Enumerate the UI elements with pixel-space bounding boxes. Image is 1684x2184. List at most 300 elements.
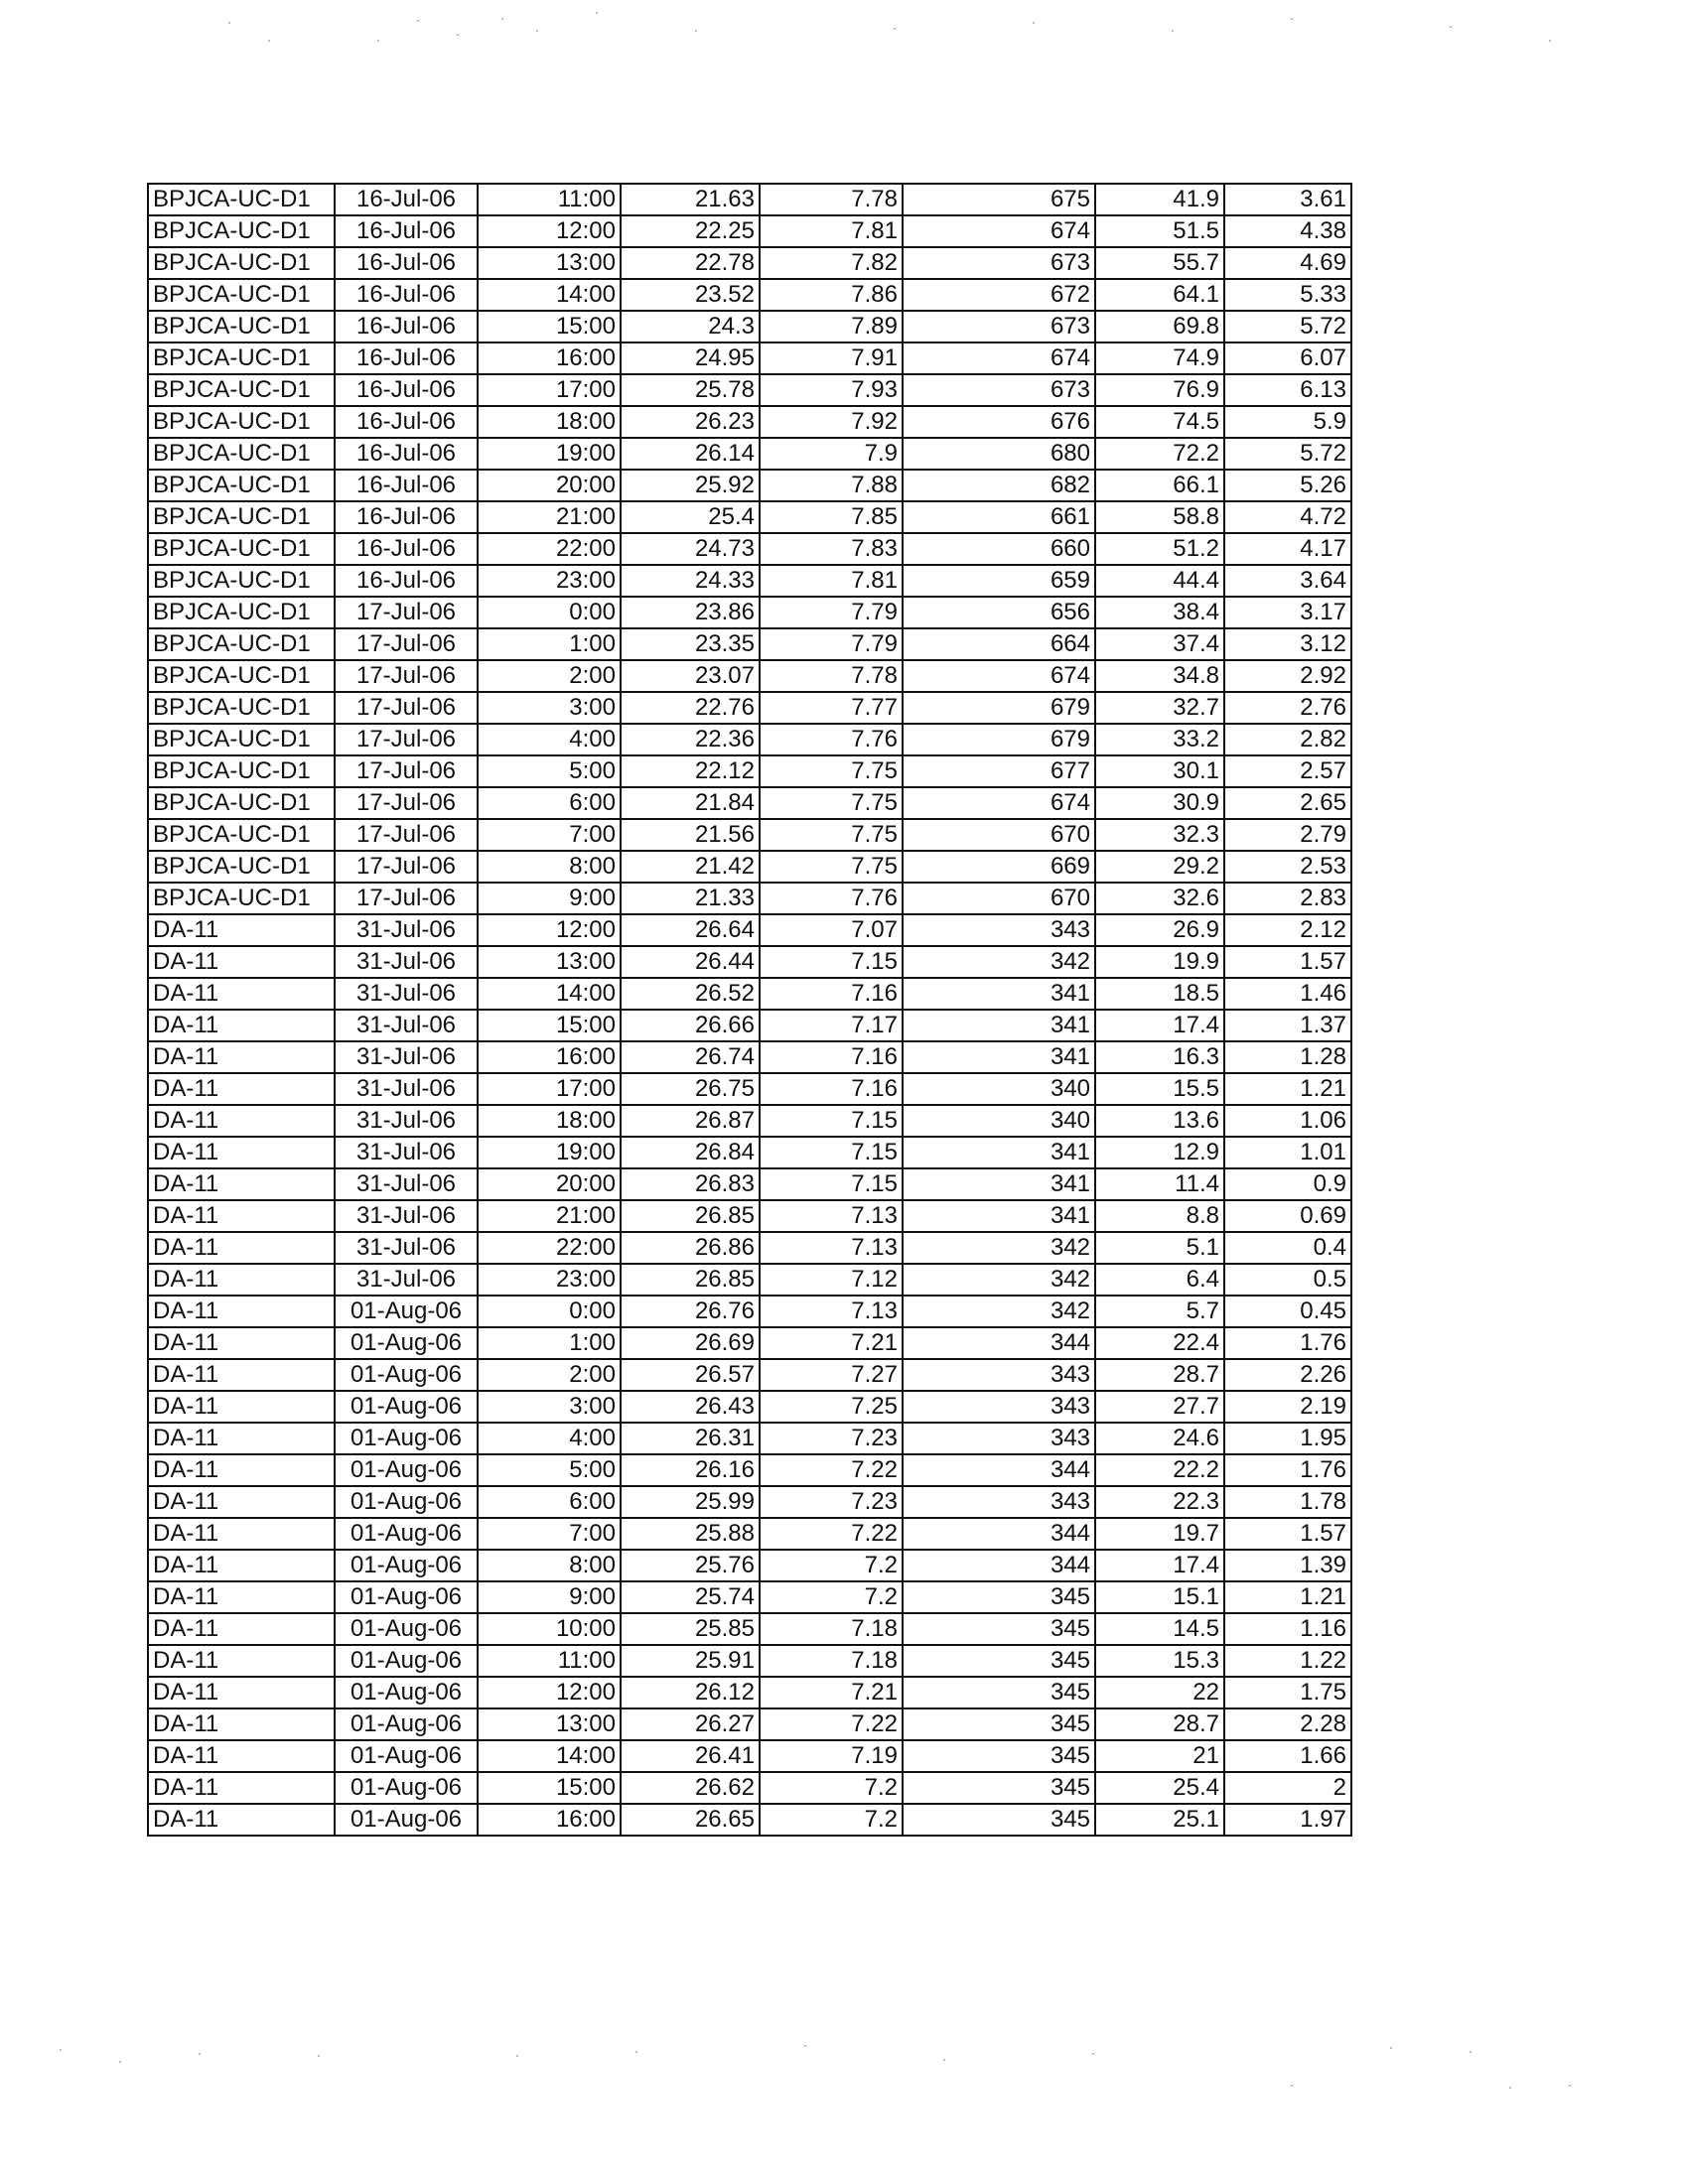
value-d-cell: 15.3: [1095, 1645, 1224, 1677]
table-row: [148, 374, 1351, 406]
table-row: [148, 755, 1351, 787]
station-cell: DA-11: [148, 1423, 335, 1454]
table-row: [148, 1740, 1351, 1772]
value-d-cell: 28.7: [1095, 1359, 1224, 1391]
time-cell: 14:00: [478, 1740, 621, 1772]
value-e-cell: 0.5: [1224, 1264, 1351, 1296]
value-a-cell: 26.16: [621, 1454, 760, 1486]
date-cell: 31-Jul-06: [335, 1073, 478, 1105]
station-cell: BPJCA-UC-D1: [148, 883, 335, 914]
value-c-cell: 660: [903, 533, 1095, 565]
station-cell: DA-11: [148, 1296, 335, 1327]
date-cell: 16-Jul-06: [335, 311, 478, 342]
value-b-cell: 7.2: [760, 1772, 903, 1804]
table-body: [148, 184, 1351, 1836]
value-e-cell: 1.46: [1224, 978, 1351, 1010]
table-row: [148, 1137, 1351, 1168]
date-cell: 16-Jul-06: [335, 184, 478, 215]
value-a-cell: 21.42: [621, 851, 760, 883]
value-e-cell: 2.79: [1224, 819, 1351, 851]
value-e-cell: 5.9: [1224, 406, 1351, 438]
value-c-cell: 669: [903, 851, 1095, 883]
value-c-cell: 341: [903, 1041, 1095, 1073]
value-d-cell: 22.2: [1095, 1454, 1224, 1486]
value-d-cell: 44.4: [1095, 565, 1224, 597]
date-cell: 01-Aug-06: [335, 1454, 478, 1486]
table-row: [148, 692, 1351, 724]
value-b-cell: 7.79: [760, 597, 903, 628]
time-cell: 4:00: [478, 1423, 621, 1454]
station-cell: DA-11: [148, 1232, 335, 1264]
value-b-cell: 7.22: [760, 1518, 903, 1550]
station-cell: BPJCA-UC-D1: [148, 438, 335, 470]
value-b-cell: 7.78: [760, 660, 903, 692]
value-a-cell: 26.23: [621, 406, 760, 438]
value-c-cell: 661: [903, 501, 1095, 533]
value-a-cell: 26.65: [621, 1804, 760, 1836]
date-cell: 16-Jul-06: [335, 279, 478, 311]
value-c-cell: 670: [903, 883, 1095, 914]
table-row: [148, 787, 1351, 819]
station-cell: BPJCA-UC-D1: [148, 215, 335, 247]
value-e-cell: 0.4: [1224, 1232, 1351, 1264]
value-b-cell: 7.9: [760, 438, 903, 470]
value-a-cell: 26.44: [621, 946, 760, 978]
value-c-cell: 342: [903, 946, 1095, 978]
value-d-cell: 32.3: [1095, 819, 1224, 851]
station-cell: DA-11: [148, 1613, 335, 1645]
value-c-cell: 659: [903, 565, 1095, 597]
value-c-cell: 673: [903, 374, 1095, 406]
value-e-cell: 0.45: [1224, 1296, 1351, 1327]
value-b-cell: 7.2: [760, 1804, 903, 1836]
value-b-cell: 7.16: [760, 1041, 903, 1073]
value-c-cell: 674: [903, 215, 1095, 247]
table-row: [148, 342, 1351, 374]
value-c-cell: 343: [903, 1423, 1095, 1454]
table-row: [148, 533, 1351, 565]
value-c-cell: 675: [903, 184, 1095, 215]
time-cell: 15:00: [478, 1010, 621, 1041]
station-cell: DA-11: [148, 1740, 335, 1772]
value-a-cell: 24.33: [621, 565, 760, 597]
table-row: [148, 1073, 1351, 1105]
value-a-cell: 25.91: [621, 1645, 760, 1677]
value-d-cell: 28.7: [1095, 1708, 1224, 1740]
value-d-cell: 6.4: [1095, 1264, 1224, 1296]
time-cell: 17:00: [478, 1073, 621, 1105]
date-cell: 31-Jul-06: [335, 978, 478, 1010]
value-a-cell: 26.41: [621, 1740, 760, 1772]
time-cell: 14:00: [478, 978, 621, 1010]
value-c-cell: 341: [903, 1137, 1095, 1168]
time-cell: 14:00: [478, 279, 621, 311]
table-row: [148, 1200, 1351, 1232]
value-e-cell: 1.01: [1224, 1137, 1351, 1168]
table-row: [148, 1168, 1351, 1200]
value-c-cell: 342: [903, 1296, 1095, 1327]
station-cell: DA-11: [148, 1359, 335, 1391]
value-c-cell: 679: [903, 724, 1095, 755]
value-b-cell: 7.77: [760, 692, 903, 724]
value-d-cell: 29.2: [1095, 851, 1224, 883]
station-cell: BPJCA-UC-D1: [148, 851, 335, 883]
date-cell: 31-Jul-06: [335, 1200, 478, 1232]
value-e-cell: 3.12: [1224, 628, 1351, 660]
value-d-cell: 34.8: [1095, 660, 1224, 692]
station-cell: BPJCA-UC-D1: [148, 597, 335, 628]
date-cell: 17-Jul-06: [335, 692, 478, 724]
value-d-cell: 16.3: [1095, 1041, 1224, 1073]
value-b-cell: 7.15: [760, 1105, 903, 1137]
value-d-cell: 32.7: [1095, 692, 1224, 724]
value-e-cell: 6.13: [1224, 374, 1351, 406]
value-c-cell: 674: [903, 660, 1095, 692]
value-b-cell: 7.78: [760, 184, 903, 215]
table-row: [148, 311, 1351, 342]
value-b-cell: 7.27: [760, 1359, 903, 1391]
value-c-cell: 656: [903, 597, 1095, 628]
table-row: [148, 946, 1351, 978]
station-cell: DA-11: [148, 1168, 335, 1200]
value-e-cell: 4.17: [1224, 533, 1351, 565]
value-a-cell: 26.57: [621, 1359, 760, 1391]
value-b-cell: 7.07: [760, 914, 903, 946]
value-e-cell: 1.76: [1224, 1327, 1351, 1359]
value-b-cell: 7.21: [760, 1327, 903, 1359]
station-cell: DA-11: [148, 1550, 335, 1581]
value-e-cell: 4.69: [1224, 247, 1351, 279]
station-cell: BPJCA-UC-D1: [148, 755, 335, 787]
value-e-cell: 2.57: [1224, 755, 1351, 787]
table-row: [148, 215, 1351, 247]
value-d-cell: 22.4: [1095, 1327, 1224, 1359]
scan-noise-bottom: [0, 2025, 1684, 2184]
value-e-cell: 1.97: [1224, 1804, 1351, 1836]
table-row: [148, 1581, 1351, 1613]
time-cell: 8:00: [478, 851, 621, 883]
date-cell: 16-Jul-06: [335, 438, 478, 470]
value-d-cell: 37.4: [1095, 628, 1224, 660]
data-sheet: [147, 183, 1350, 1837]
value-d-cell: 22: [1095, 1677, 1224, 1708]
date-cell: 31-Jul-06: [335, 1264, 478, 1296]
value-d-cell: 51.2: [1095, 533, 1224, 565]
time-cell: 21:00: [478, 1200, 621, 1232]
value-e-cell: 3.17: [1224, 597, 1351, 628]
value-a-cell: 26.27: [621, 1708, 760, 1740]
value-e-cell: 0.9: [1224, 1168, 1351, 1200]
value-e-cell: 1.95: [1224, 1423, 1351, 1454]
table-row: [148, 406, 1351, 438]
value-e-cell: 2.92: [1224, 660, 1351, 692]
station-cell: BPJCA-UC-D1: [148, 533, 335, 565]
station-cell: BPJCA-UC-D1: [148, 501, 335, 533]
value-b-cell: 7.2: [760, 1550, 903, 1581]
value-d-cell: 15.5: [1095, 1073, 1224, 1105]
value-e-cell: 1.57: [1224, 946, 1351, 978]
table-row: [148, 1518, 1351, 1550]
time-cell: 3:00: [478, 1391, 621, 1423]
time-cell: 16:00: [478, 1804, 621, 1836]
time-cell: 12:00: [478, 1677, 621, 1708]
value-a-cell: 25.92: [621, 470, 760, 501]
value-d-cell: 12.9: [1095, 1137, 1224, 1168]
date-cell: 01-Aug-06: [335, 1677, 478, 1708]
value-d-cell: 8.8: [1095, 1200, 1224, 1232]
value-a-cell: 23.07: [621, 660, 760, 692]
value-b-cell: 7.15: [760, 1137, 903, 1168]
value-a-cell: 26.69: [621, 1327, 760, 1359]
value-e-cell: 2.76: [1224, 692, 1351, 724]
value-c-cell: 341: [903, 1010, 1095, 1041]
value-d-cell: 19.9: [1095, 946, 1224, 978]
value-b-cell: 7.75: [760, 819, 903, 851]
table-row: [148, 1645, 1351, 1677]
value-c-cell: 673: [903, 311, 1095, 342]
date-cell: 17-Jul-06: [335, 883, 478, 914]
date-cell: 16-Jul-06: [335, 215, 478, 247]
value-b-cell: 7.92: [760, 406, 903, 438]
time-cell: 0:00: [478, 1296, 621, 1327]
value-b-cell: 7.22: [760, 1708, 903, 1740]
value-a-cell: 21.63: [621, 184, 760, 215]
date-cell: 16-Jul-06: [335, 406, 478, 438]
value-e-cell: 2.53: [1224, 851, 1351, 883]
value-b-cell: 7.23: [760, 1486, 903, 1518]
value-b-cell: 7.89: [760, 311, 903, 342]
value-a-cell: 23.35: [621, 628, 760, 660]
time-cell: 7:00: [478, 819, 621, 851]
time-cell: 18:00: [478, 1105, 621, 1137]
date-cell: 16-Jul-06: [335, 533, 478, 565]
table-row: [148, 1613, 1351, 1645]
value-c-cell: 672: [903, 279, 1095, 311]
station-cell: DA-11: [148, 1772, 335, 1804]
value-c-cell: 682: [903, 470, 1095, 501]
value-b-cell: 7.17: [760, 1010, 903, 1041]
station-cell: DA-11: [148, 1010, 335, 1041]
table-row: [148, 1550, 1351, 1581]
station-cell: DA-11: [148, 1454, 335, 1486]
value-b-cell: 7.83: [760, 533, 903, 565]
value-a-cell: 22.76: [621, 692, 760, 724]
time-cell: 16:00: [478, 1041, 621, 1073]
station-cell: DA-11: [148, 978, 335, 1010]
value-a-cell: 21.56: [621, 819, 760, 851]
value-e-cell: 2.82: [1224, 724, 1351, 755]
value-e-cell: 3.64: [1224, 565, 1351, 597]
station-cell: BPJCA-UC-D1: [148, 184, 335, 215]
table-row: [148, 1296, 1351, 1327]
value-d-cell: 13.6: [1095, 1105, 1224, 1137]
table-row: [148, 1391, 1351, 1423]
value-d-cell: 66.1: [1095, 470, 1224, 501]
value-d-cell: 22.3: [1095, 1486, 1224, 1518]
value-b-cell: 7.81: [760, 565, 903, 597]
time-cell: 13:00: [478, 946, 621, 978]
station-cell: DA-11: [148, 1677, 335, 1708]
value-c-cell: 345: [903, 1804, 1095, 1836]
station-cell: DA-11: [148, 1200, 335, 1232]
station-cell: BPJCA-UC-D1: [148, 279, 335, 311]
value-c-cell: 344: [903, 1550, 1095, 1581]
time-cell: 17:00: [478, 374, 621, 406]
value-a-cell: 25.78: [621, 374, 760, 406]
value-d-cell: 76.9: [1095, 374, 1224, 406]
value-a-cell: 26.74: [621, 1041, 760, 1073]
value-d-cell: 27.7: [1095, 1391, 1224, 1423]
value-a-cell: 25.88: [621, 1518, 760, 1550]
value-c-cell: 676: [903, 406, 1095, 438]
value-a-cell: 22.78: [621, 247, 760, 279]
value-c-cell: 679: [903, 692, 1095, 724]
date-cell: 16-Jul-06: [335, 565, 478, 597]
value-b-cell: 7.85: [760, 501, 903, 533]
station-cell: BPJCA-UC-D1: [148, 787, 335, 819]
table-row: [148, 1105, 1351, 1137]
value-c-cell: 673: [903, 247, 1095, 279]
station-cell: BPJCA-UC-D1: [148, 470, 335, 501]
value-c-cell: 345: [903, 1740, 1095, 1772]
station-cell: DA-11: [148, 1137, 335, 1168]
value-a-cell: 25.99: [621, 1486, 760, 1518]
date-cell: 01-Aug-06: [335, 1550, 478, 1581]
table-row: [148, 1772, 1351, 1804]
table-row: [148, 724, 1351, 755]
station-cell: DA-11: [148, 1645, 335, 1677]
value-a-cell: 25.74: [621, 1581, 760, 1613]
value-a-cell: 26.87: [621, 1105, 760, 1137]
value-a-cell: 26.85: [621, 1200, 760, 1232]
station-cell: BPJCA-UC-D1: [148, 311, 335, 342]
date-cell: 31-Jul-06: [335, 1105, 478, 1137]
value-e-cell: 2.26: [1224, 1359, 1351, 1391]
time-cell: 6:00: [478, 787, 621, 819]
date-cell: 31-Jul-06: [335, 946, 478, 978]
value-c-cell: 343: [903, 1359, 1095, 1391]
value-c-cell: 344: [903, 1327, 1095, 1359]
value-c-cell: 343: [903, 1486, 1095, 1518]
time-cell: 10:00: [478, 1613, 621, 1645]
time-cell: 9:00: [478, 1581, 621, 1613]
time-cell: 3:00: [478, 692, 621, 724]
date-cell: 16-Jul-06: [335, 247, 478, 279]
date-cell: 17-Jul-06: [335, 755, 478, 787]
value-c-cell: 345: [903, 1708, 1095, 1740]
table-row: [148, 1041, 1351, 1073]
value-c-cell: 345: [903, 1677, 1095, 1708]
value-b-cell: 7.22: [760, 1454, 903, 1486]
table-row: [148, 1804, 1351, 1836]
value-d-cell: 19.7: [1095, 1518, 1224, 1550]
time-cell: 5:00: [478, 755, 621, 787]
date-cell: 31-Jul-06: [335, 914, 478, 946]
value-b-cell: 7.25: [760, 1391, 903, 1423]
date-cell: 01-Aug-06: [335, 1423, 478, 1454]
time-cell: 12:00: [478, 215, 621, 247]
value-a-cell: 26.86: [621, 1232, 760, 1264]
value-c-cell: 674: [903, 342, 1095, 374]
date-cell: 17-Jul-06: [335, 787, 478, 819]
value-b-cell: 7.76: [760, 883, 903, 914]
station-cell: BPJCA-UC-D1: [148, 692, 335, 724]
station-cell: DA-11: [148, 1708, 335, 1740]
value-b-cell: 7.13: [760, 1200, 903, 1232]
date-cell: 01-Aug-06: [335, 1581, 478, 1613]
value-a-cell: 26.64: [621, 914, 760, 946]
value-b-cell: 7.21: [760, 1677, 903, 1708]
date-cell: 01-Aug-06: [335, 1518, 478, 1550]
value-c-cell: 345: [903, 1581, 1095, 1613]
value-e-cell: 5.72: [1224, 311, 1351, 342]
value-d-cell: 17.4: [1095, 1550, 1224, 1581]
station-cell: DA-11: [148, 1486, 335, 1518]
date-cell: 01-Aug-06: [335, 1804, 478, 1836]
value-b-cell: 7.93: [760, 374, 903, 406]
value-d-cell: 51.5: [1095, 215, 1224, 247]
value-a-cell: 26.85: [621, 1264, 760, 1296]
value-e-cell: 4.38: [1224, 215, 1351, 247]
date-cell: 01-Aug-06: [335, 1296, 478, 1327]
station-cell: DA-11: [148, 1105, 335, 1137]
value-a-cell: 26.12: [621, 1677, 760, 1708]
time-cell: 7:00: [478, 1518, 621, 1550]
station-cell: DA-11: [148, 1804, 335, 1836]
time-cell: 22:00: [478, 1232, 621, 1264]
time-cell: 15:00: [478, 311, 621, 342]
time-cell: 4:00: [478, 724, 621, 755]
station-cell: BPJCA-UC-D1: [148, 819, 335, 851]
time-cell: 13:00: [478, 247, 621, 279]
value-a-cell: 25.4: [621, 501, 760, 533]
station-cell: DA-11: [148, 1518, 335, 1550]
value-a-cell: 21.33: [621, 883, 760, 914]
value-e-cell: 2.19: [1224, 1391, 1351, 1423]
table-row: [148, 1677, 1351, 1708]
value-b-cell: 7.75: [760, 787, 903, 819]
time-cell: 22:00: [478, 533, 621, 565]
station-cell: DA-11: [148, 1264, 335, 1296]
station-cell: BPJCA-UC-D1: [148, 628, 335, 660]
table-row: [148, 978, 1351, 1010]
value-c-cell: 341: [903, 978, 1095, 1010]
value-b-cell: 7.13: [760, 1232, 903, 1264]
value-d-cell: 74.5: [1095, 406, 1224, 438]
value-b-cell: 7.19: [760, 1740, 903, 1772]
value-a-cell: 24.73: [621, 533, 760, 565]
value-a-cell: 26.62: [621, 1772, 760, 1804]
date-cell: 01-Aug-06: [335, 1772, 478, 1804]
value-c-cell: 345: [903, 1645, 1095, 1677]
value-d-cell: 15.1: [1095, 1581, 1224, 1613]
value-a-cell: 24.95: [621, 342, 760, 374]
table-row: [148, 851, 1351, 883]
value-e-cell: 1.37: [1224, 1010, 1351, 1041]
value-c-cell: 677: [903, 755, 1095, 787]
value-e-cell: 6.07: [1224, 342, 1351, 374]
value-a-cell: 26.66: [621, 1010, 760, 1041]
time-cell: 23:00: [478, 565, 621, 597]
value-d-cell: 38.4: [1095, 597, 1224, 628]
value-a-cell: 21.84: [621, 787, 760, 819]
time-cell: 20:00: [478, 1168, 621, 1200]
value-a-cell: 22.12: [621, 755, 760, 787]
time-cell: 15:00: [478, 1772, 621, 1804]
value-e-cell: 2.83: [1224, 883, 1351, 914]
value-d-cell: 26.9: [1095, 914, 1224, 946]
table-row: [148, 247, 1351, 279]
